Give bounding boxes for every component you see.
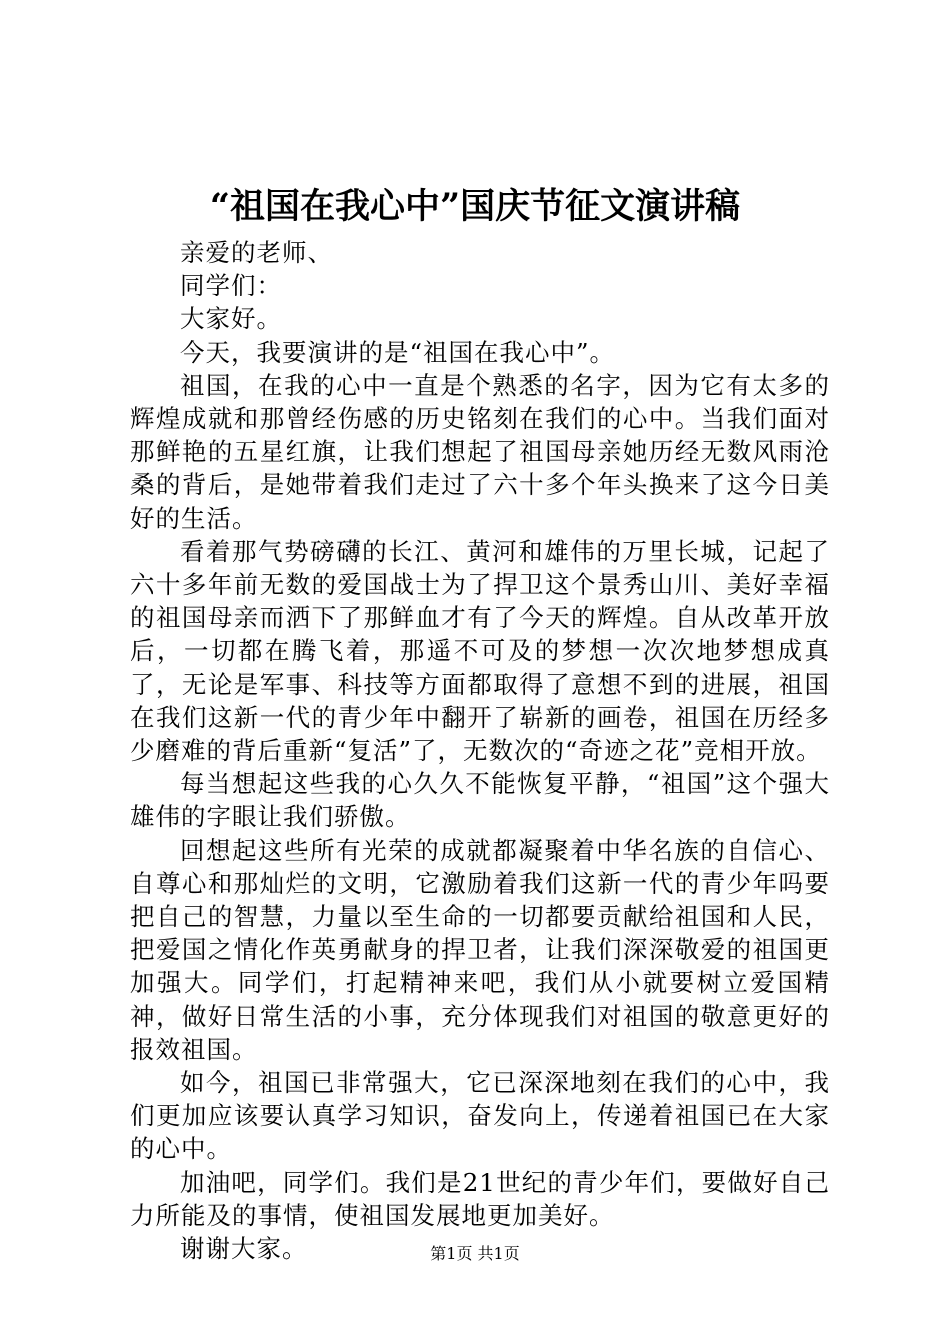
paragraph-hello: 大家好。 <box>180 304 282 334</box>
paragraph-closing: 谢谢大家。 <box>180 1234 308 1264</box>
paragraph-topic: 今天，我要演讲的是“祖国在我心中”。 <box>180 337 616 367</box>
page-footer: 第1页 共1页 <box>430 1244 520 1263</box>
document-body <box>130 236 830 1265</box>
paragraph-body: 每当想起这些我的心久久不能恢复平静，“祖国”这个强大雄伟的字眼让我们骄傲。 <box>130 769 830 832</box>
paragraph-greeting-teachers: 亲爱的老师、 <box>180 238 333 267</box>
paragraph-greeting-students: 同学们： <box>180 271 282 301</box>
paragraph-body: 回想起这些所有光荣的成就都凝聚着中华名族的自信心、自尊心和那灿烂的文明，它激励着我们这新一代的青少年吗要把自己的智慧，力量以至生命的一切都要贡献给祖国和人民，把爱国之情化作英勇献身的捍卫者，让我们深深敬爱的祖国更加强大。同学们，打起精神来吧，我们从小就要树立爱国精神，做好日常生活的小事，充分体现我们对祖国的敬意更好的报效祖国。 <box>130 835 830 1064</box>
paragraph-body: 如今，祖国已非常强大，它已深深地刻在我们的心中，我们更加应该要认真学习知识，奋发向上，传递着祖国已在大家的心中。 <box>130 1068 830 1164</box>
paragraph-body: 加油吧，同学们。我们是21世纪的青少年们，要做好自己力所能及的事情，使祖国发展地更加美好。 <box>130 1167 830 1230</box>
paragraph-body: 看着那气势磅礴的长江、黄河和雄伟的万里长城，记起了六十多年前无数的爱国战士为了捍卫这个景秀山川、美好幸福的祖国母亲而洒下了那鲜血才有了今天的辉煌。自从改革开放后，一切都在腾飞着，那遥不可及的梦想一次次地梦想成真了，无论是军事、科技等方面都取得了意想不到的进展，祖国在我们这新一代的青少年中翻开了崭新的画卷，祖国在历经多少磨难的背后重新“复活”了，无数次的“奇迹之花”竞相开放。 <box>130 536 830 766</box>
document-title: “祖国在我心中”国庆节征文演讲稿 <box>209 186 741 227</box>
paragraph-body: 祖国，在我的心中一直是个熟悉的名字，因为它有太多的辉煌成就和那曾经伤感的历史铭刻在我们的心中。当我们面对那鲜艳的五星红旗，让我们想起了祖国母亲她历经无数风雨沧桑的背后，是她带着我们走过了六十多个年头换来了这今日美好的生活。 <box>130 370 830 533</box>
